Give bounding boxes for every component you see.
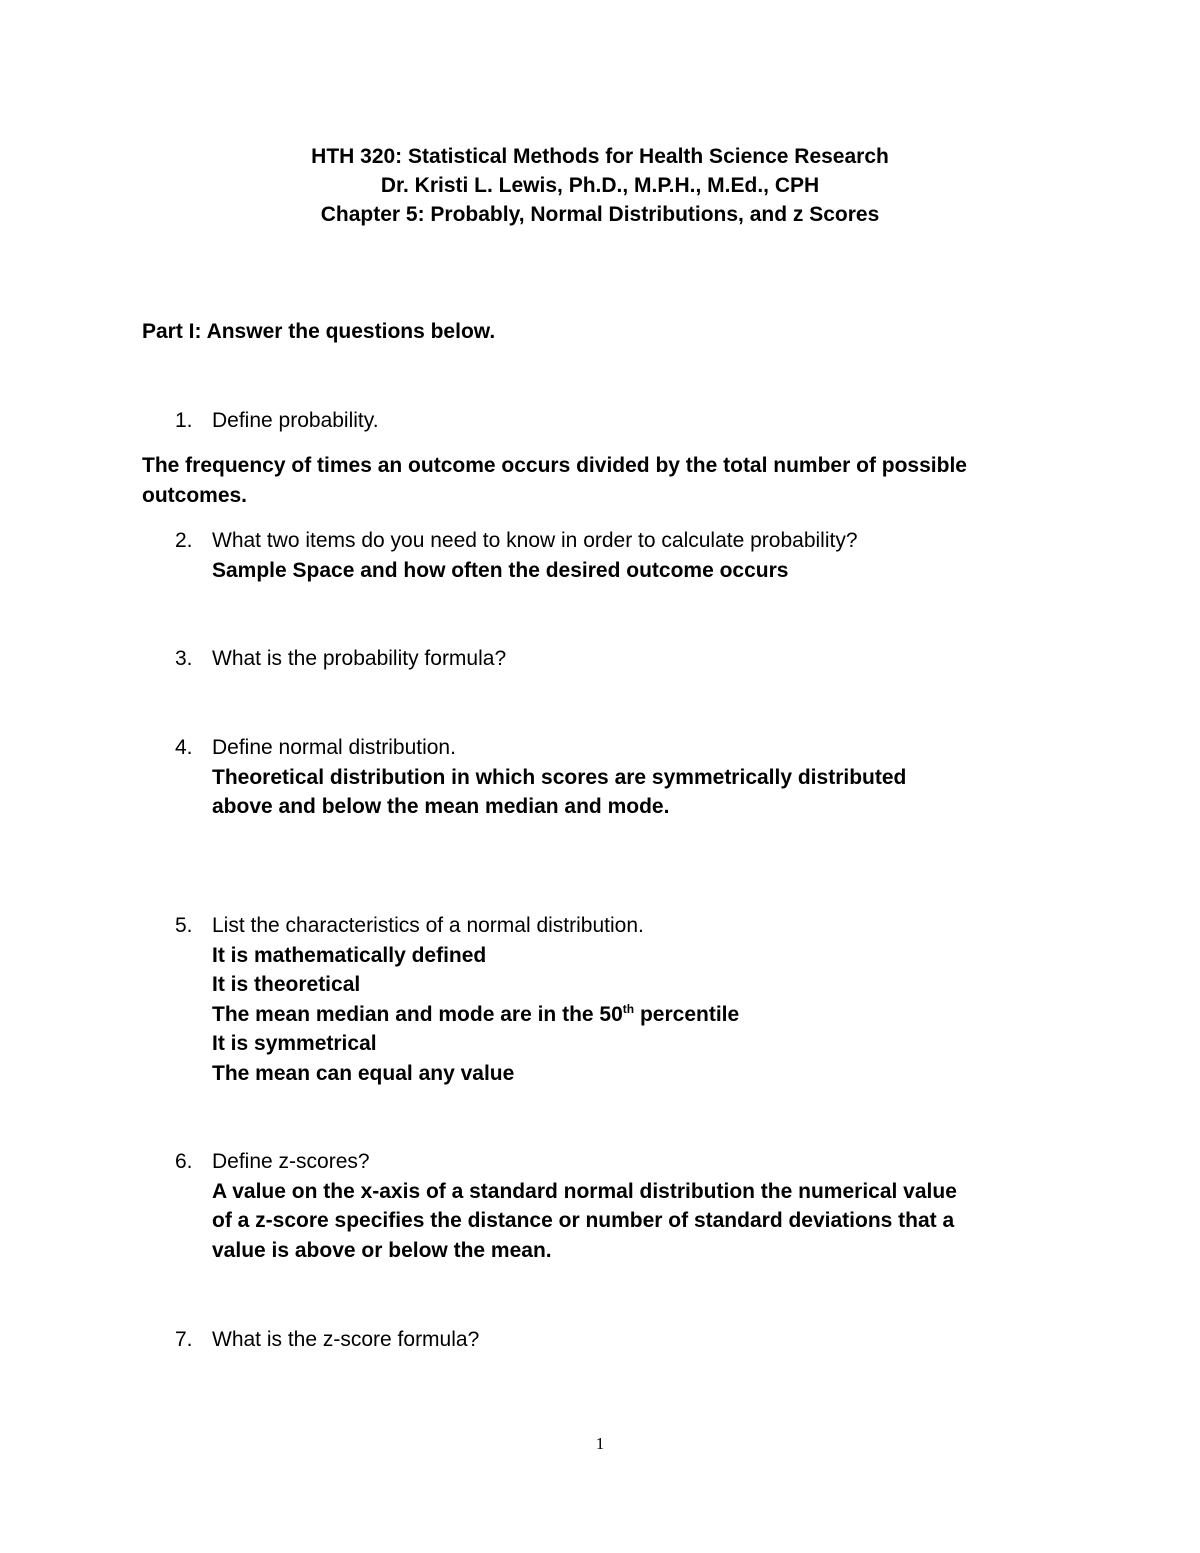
course-title: HTH 320: Statistical Methods for Health Science Research [311,145,889,168]
answer-2: Sample Space and how often the desired outcome occurs [212,558,789,582]
question-text: What is the probability formula? [212,647,507,670]
chapter-title: Chapter 5: Probably, Normal Distributions, and z Scores [320,203,880,226]
instructor-name: Dr. Kristi L. Lewis, Ph.D., M.P.H., M.Ed., CPH [380,174,820,197]
question-5 [142,911,1102,1088]
answer-5-item-3-suffix: percentile [634,1002,740,1026]
answer-6-line-1: A value on the x-axis of a standard normal distribution the numerical value [212,1179,957,1203]
answer-1: The frequency of times an outcome occurs divided by the total number of possible outcomes. [142,454,967,507]
answer-5-item-3 [212,1000,1102,1030]
question-number: 2. [175,529,193,552]
answer-5-item-3-text: The mean median and mode are in the 50 [212,1002,623,1026]
question-number: 5. [175,914,193,937]
part-heading: Part I: Answer the questions below. [142,320,496,343]
question-text: Define z-scores? [212,1150,370,1173]
question-text: What is the z-score formula? [212,1328,480,1351]
answer-6-line-3: value is above or below the mean. [212,1238,552,1262]
question-text: List the characteristics of a normal distribution. [212,914,644,937]
answer-6-line-2: of a z-score specifies the distance or number of standard deviations that a [212,1209,955,1232]
answer-5-item-2: It is theoretical [212,973,361,996]
ordinal-suffix: th [622,1001,635,1016]
question-text: What two items do you need to know in order to calculate probability? [212,529,858,552]
question-number: 6. [175,1150,193,1173]
question-6 [142,1147,1102,1265]
question-1 [142,406,1102,436]
question-7 [142,1325,1102,1355]
document-header [0,142,1200,229]
question-number: 4. [175,736,193,759]
question-text: Define probability. [212,409,379,432]
question-3 [142,644,1102,674]
answer-4-line-2: above and below the mean median and mode. [212,795,670,818]
question-4 [142,733,1102,822]
question-number: 7. [175,1328,193,1351]
answer-5-item-5: The mean can equal any value [212,1061,515,1085]
answer-5-item-1: It is mathematically defined [212,943,487,967]
answer-5-item-4: It is symmetrical [212,1032,377,1055]
question-2 [142,526,1102,585]
question-number: 1. [175,409,193,432]
page-number: 1 [595,1434,605,1453]
question-text: Define normal distribution. [212,736,456,759]
question-number: 3. [175,647,193,670]
answer-4-line-1: Theoretical distribution in which scores are symmetrically distributed [212,765,907,789]
